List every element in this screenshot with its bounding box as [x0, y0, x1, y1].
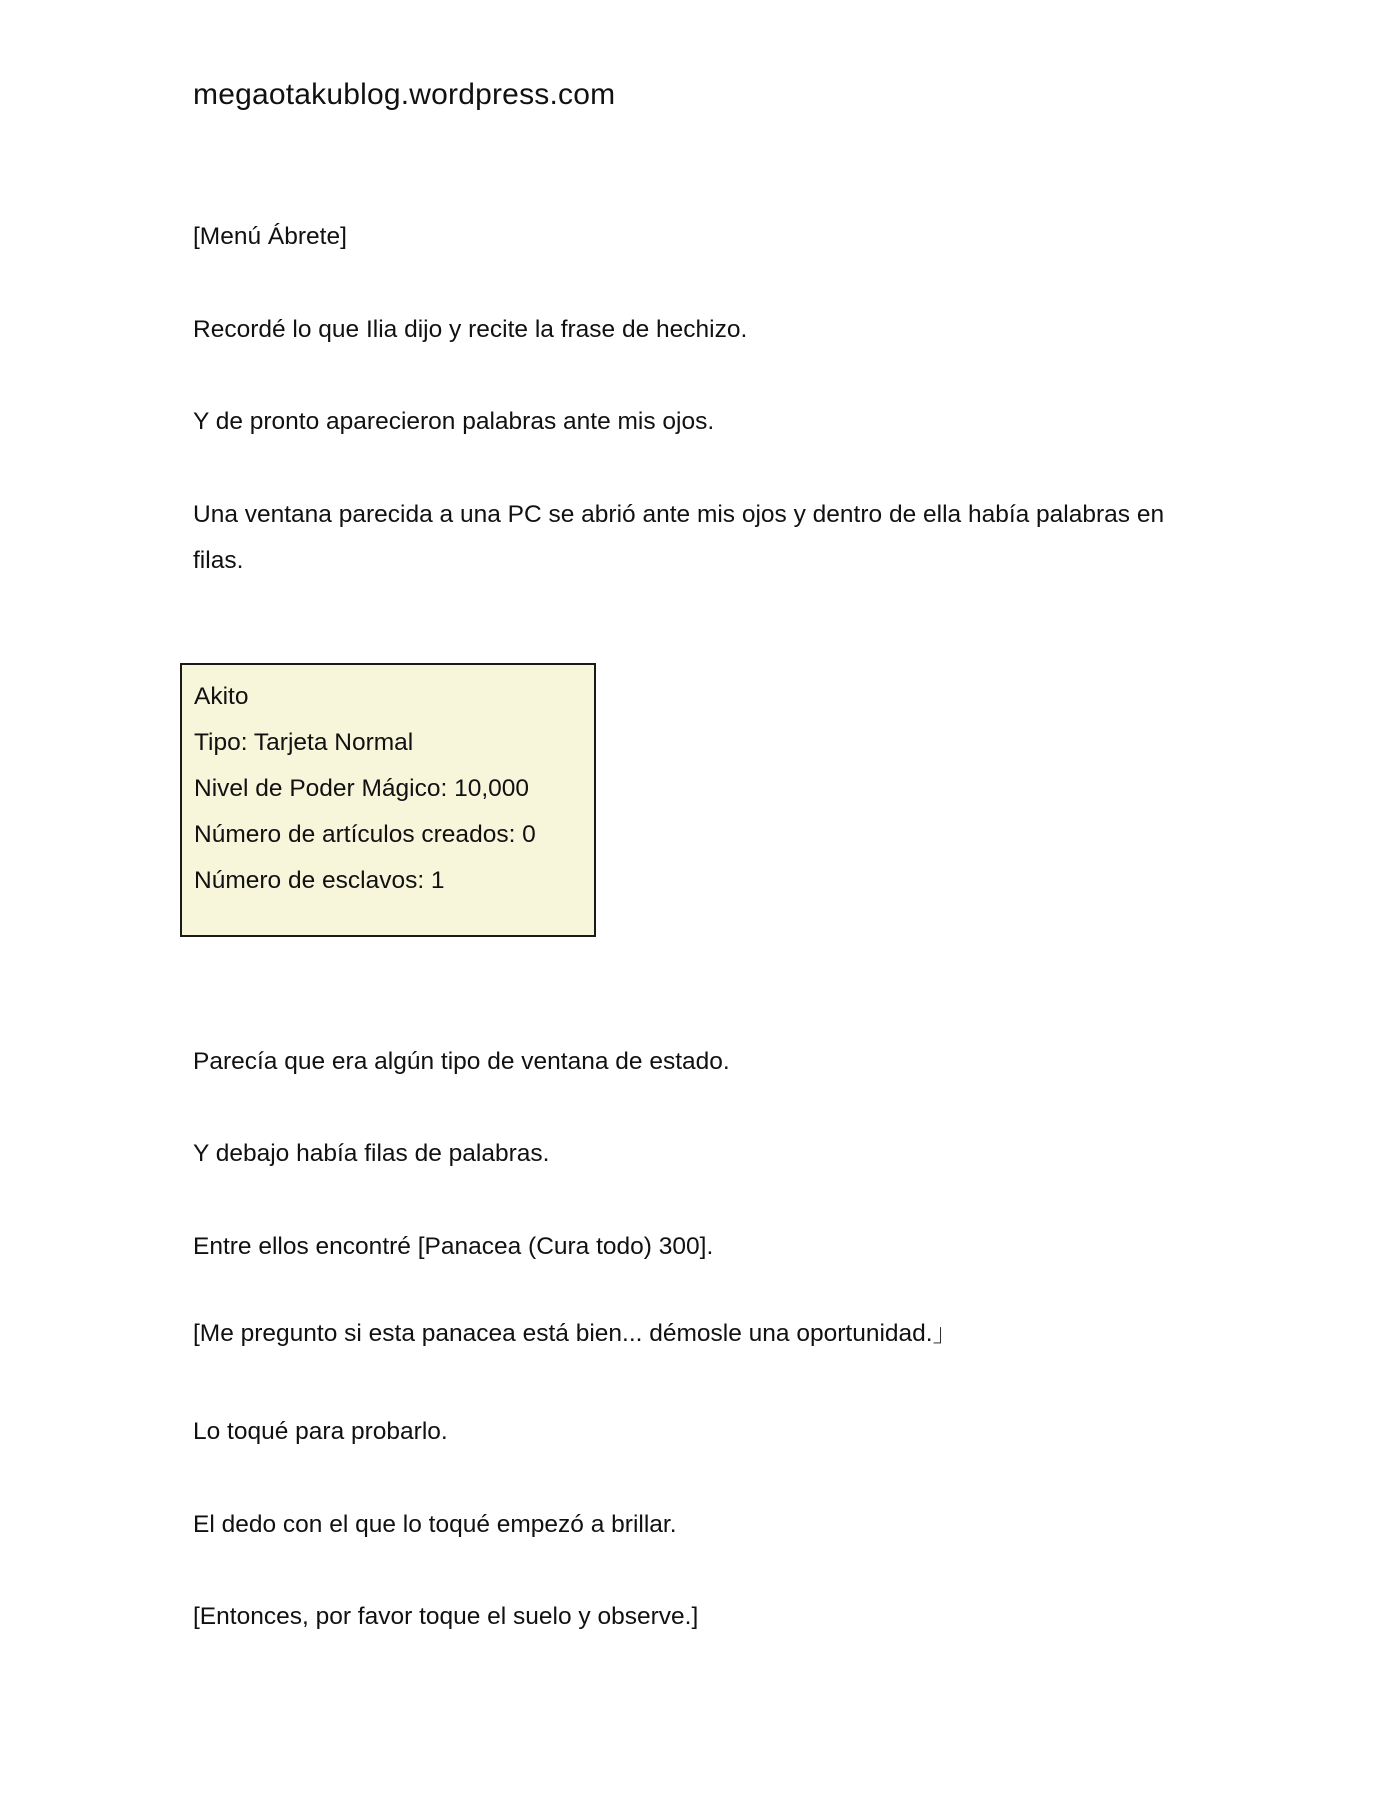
paragraph-words-appeared: Y de pronto aparecieron palabras ante mis ojos.: [193, 408, 715, 435]
paragraph-recalled-spell: Recordé lo que Ilia dijo y recite la frase de hechizo.: [193, 316, 748, 343]
paragraph-window-opened: Una ventana parecida a una PC se abrió ante mis ojos y dentro de ella había palabras en filas.: [193, 501, 1165, 574]
status-type: Tipo: Tarjeta Normal: [194, 729, 414, 756]
paragraph-touch-floor: [Entonces, por favor toque el suelo y observe.]: [193, 1603, 699, 1630]
paragraph-finger-glow: El dedo con el que lo toqué empezó a brillar.: [193, 1511, 677, 1538]
paragraph-status-window: Parecía que era algún tipo de ventana de estado.: [193, 1048, 730, 1075]
status-magic-power: Nivel de Poder Mágico: 10,000: [194, 775, 530, 802]
paragraph-touched-to-test: Lo toqué para probarlo.: [193, 1418, 448, 1445]
status-slaves: Número de esclavos: 1: [194, 867, 445, 894]
paragraph-menu-open: [Menú Ábrete]: [193, 223, 347, 250]
status-items-created: Número de artículos creados: 0: [194, 821, 536, 848]
status-name: Akito: [194, 683, 249, 710]
paragraph-rows-below: Y debajo había filas de palabras.: [193, 1140, 550, 1167]
paragraph-wonder-panacea: [Me pregunto si esta panacea está bien... démosle una oportunidad.」: [193, 1320, 958, 1347]
paragraph-found-panacea: Entre ellos encontré [Panacea (Cura todo) 300].: [193, 1233, 714, 1260]
status-window: [180, 663, 596, 937]
site-header: megaotakublog.wordpress.com: [193, 78, 616, 111]
